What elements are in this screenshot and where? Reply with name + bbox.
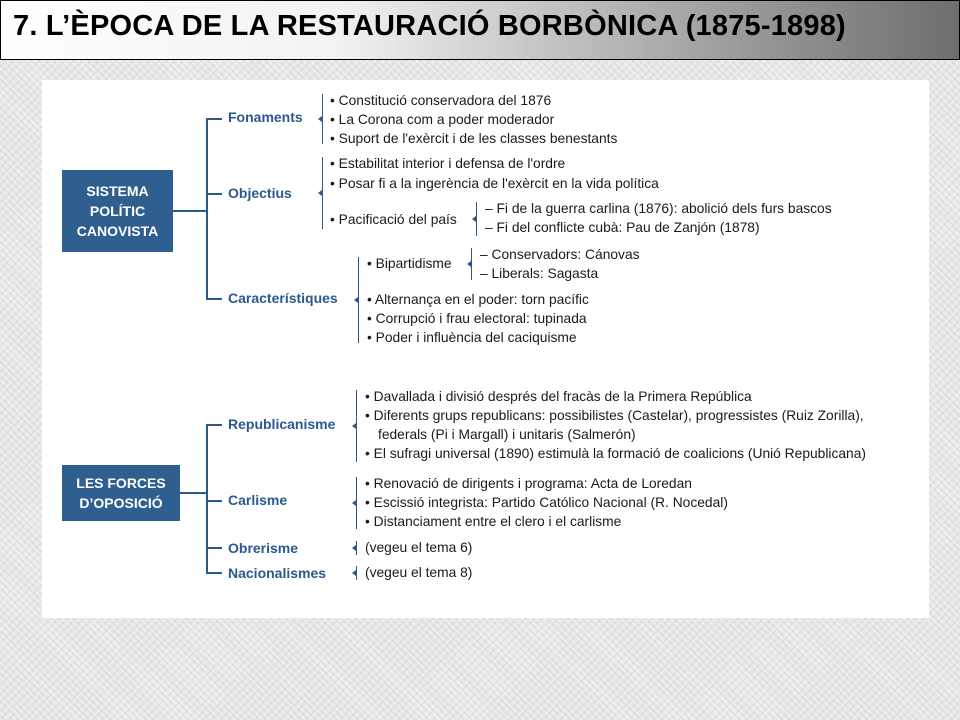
list-item: • Alternança en el poder: torn pacífic <box>367 292 589 307</box>
list-item: • Renovació de dirigents i programa: Acta de Loredan <box>365 476 692 491</box>
list-item: (vegeu el tema 8) <box>365 565 473 580</box>
list-item: – Liberals: Sagasta <box>480 266 599 281</box>
list-item: (vegeu el tema 6) <box>365 540 473 555</box>
list-item: – Conservadors: Cánovas <box>480 247 640 262</box>
list-item: federals (Pi i Margall) i unitaris (Salmerón) <box>378 427 636 442</box>
connector <box>173 210 207 212</box>
branch-line <box>206 500 222 502</box>
brace <box>356 477 357 529</box>
box-line: SISTEMA <box>86 183 149 199</box>
brace <box>322 94 323 144</box>
trunk-line <box>206 118 208 300</box>
list-item: • Estabilitat interior i defensa de l'ordre <box>330 156 566 171</box>
list-item: – Fi de la guerra carlina (1876): abolició dels furs bascos <box>485 201 832 216</box>
list-item: • Distanciament entre el clero i el carlisme <box>365 514 622 529</box>
cat-nacionalismes: Nacionalismes <box>228 565 327 581</box>
brace <box>356 566 357 580</box>
cat-caracteristiques: Característiques <box>228 290 338 306</box>
brace <box>476 202 477 236</box>
branch-line <box>206 572 222 574</box>
cat-fonaments: Fonaments <box>228 109 303 125</box>
box-line: CANOVISTA <box>76 223 159 239</box>
brace <box>358 257 359 343</box>
branch-line <box>206 118 222 120</box>
list-item: • La Corona com a poder moderador <box>330 112 555 127</box>
title-bar <box>0 0 960 60</box>
box-line: POLÍTIC <box>89 203 146 219</box>
list-item: • Bipartidisme <box>367 256 452 271</box>
list-item: • El sufragi universal (1890) estimulà la formació de coalicions (Unió Republicana) <box>365 446 866 461</box>
branch-line <box>206 547 222 549</box>
cat-republicanisme: Republicanisme <box>228 416 336 432</box>
box-line: LES FORCES <box>76 475 166 491</box>
brace <box>322 157 323 229</box>
list-item: • Posar fi a la ingerència de l'exèrcit en la vida política <box>330 176 659 191</box>
list-item: • Poder i influència del caciquisme <box>367 330 577 345</box>
list-item: • Escissió integrista: Partido Católico Nacional (R. Nocedal) <box>365 495 728 510</box>
cat-carlisme: Carlisme <box>228 492 288 508</box>
brace <box>356 541 357 555</box>
list-item: • Suport de l'exèrcit i de les classes benestants <box>330 131 618 146</box>
connector <box>180 492 207 494</box>
list-item: • Diferents grups republicans: possibilistes (Castelar), progressistes (Ruiz Zorilla), <box>365 408 864 423</box>
list-item: • Constitució conservadora del 1876 <box>330 93 552 108</box>
branch-line <box>206 298 222 300</box>
forces-oposicio-box <box>62 465 180 521</box>
sistema-politic-box <box>62 170 173 252</box>
list-item: • Pacificació del país <box>330 212 457 227</box>
cat-objectius: Objectius <box>228 185 292 201</box>
brace <box>356 390 357 462</box>
page-title: 7. L’ÈPOCA DE LA RESTAURACIÓ BORBÒNICA (1875-1898) <box>13 10 846 42</box>
branch-line <box>206 193 222 195</box>
branch-line <box>206 424 222 426</box>
box-line: D’OPOSICIÓ <box>79 495 163 511</box>
brace <box>471 248 472 280</box>
cat-obrerisme: Obrerisme <box>228 540 299 556</box>
trunk-line <box>206 424 208 574</box>
list-item: • Davallada i divisió després del fracàs de la Primera República <box>365 389 752 404</box>
list-item: – Fi del conflicte cubà: Pau de Zanjón (1878) <box>485 220 760 235</box>
list-item: • Corrupció i frau electoral: tupinada <box>367 311 587 326</box>
